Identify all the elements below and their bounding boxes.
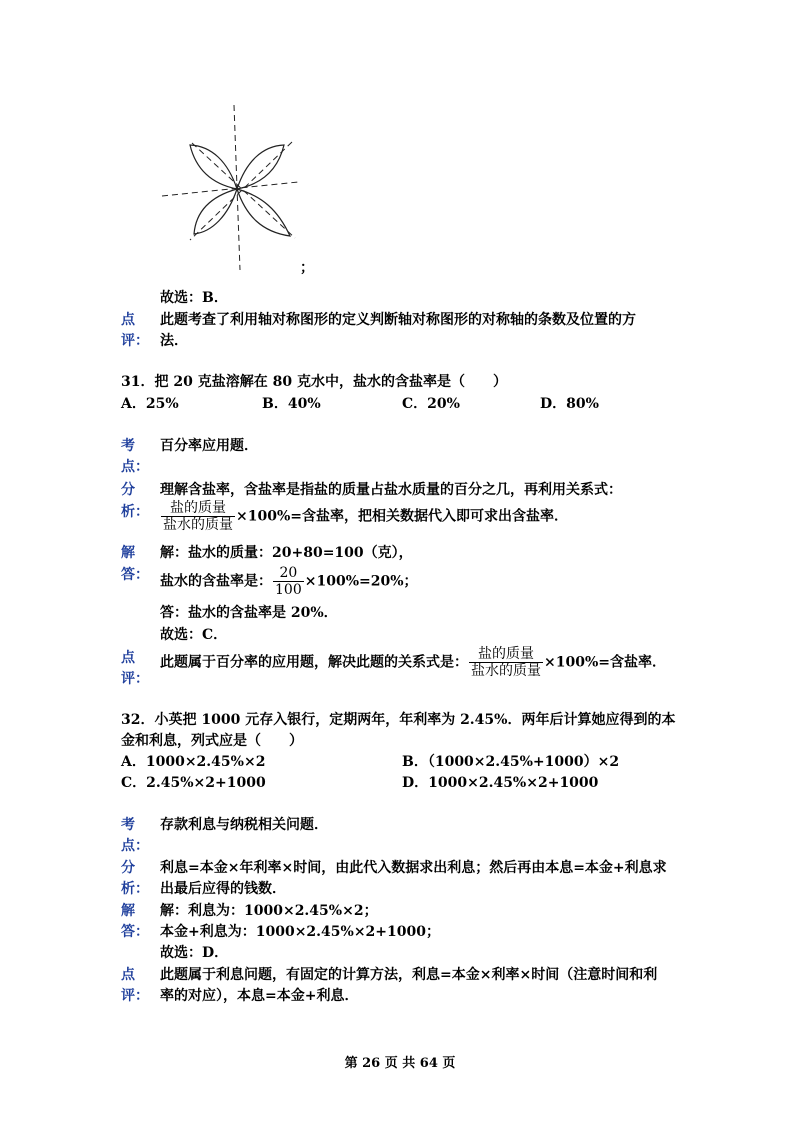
axis-diagonal-2 bbox=[190, 142, 292, 240]
q32-option-b: B．（1000×2.45%+1000）×2 bbox=[402, 754, 620, 770]
q31-jieda-label-2: 答： bbox=[121, 567, 149, 583]
q30-comment-label-2: 评： bbox=[121, 333, 149, 349]
q31-option-a: A．25% bbox=[121, 396, 179, 412]
q31-option-b: B．40% bbox=[262, 396, 321, 412]
fraction-numerator: 盐的质量 bbox=[469, 646, 543, 663]
q30-comment-line2: 法． bbox=[160, 333, 188, 349]
petal-top-right bbox=[237, 145, 284, 189]
q31-fenxi-line2 bbox=[160, 500, 568, 533]
q32-jieda-line1: 解：利息为：1000×2.45%×2； bbox=[160, 903, 378, 919]
q32-stem-line1: 32．小英把 1000 元存入银行，定期两年，年利率为 2.45%．两年后计算她应得到的本 bbox=[121, 712, 676, 728]
fraction-denominator: 盐水的质量 bbox=[163, 517, 233, 533]
q31-jieda-line2-post: ×100%=20%； bbox=[304, 573, 418, 590]
q32-option-d: D．1000×2.45%×2+1000 bbox=[402, 775, 599, 791]
q31-jieda-line2 bbox=[160, 565, 418, 598]
q32-dianping-label-1: 点 bbox=[121, 967, 135, 983]
q32-dianping-label-2: 评： bbox=[121, 988, 149, 1004]
fraction-salt-over-brine bbox=[161, 500, 235, 533]
q32-kaodian-label-1: 考 bbox=[121, 817, 135, 833]
petal-bottom-right bbox=[237, 189, 290, 236]
symmetry-figure bbox=[150, 100, 310, 280]
q32-jieda-line3: 故选：D． bbox=[160, 945, 229, 961]
q31-fenxi-label-2: 析： bbox=[121, 504, 149, 520]
q31-kaodian: 百分率应用题． bbox=[160, 438, 258, 454]
petal-bottom-left bbox=[194, 189, 237, 234]
q30-comment-label-1: 点 bbox=[121, 312, 135, 328]
q32-jieda-label-1: 解 bbox=[121, 903, 135, 919]
q31-dianping-pre: 此题属于百分率的应用题，解决此题的关系式是： bbox=[160, 654, 468, 671]
q31-fenxi-line2-rest: ×100%=含盐率，把相关数据代入即可求出含盐率． bbox=[236, 508, 568, 525]
q32-stem-line2: 金和利息，列式应是（ ） bbox=[121, 733, 303, 749]
fraction-20-over-100 bbox=[273, 565, 304, 598]
q31-dianping-label-2: 评： bbox=[121, 671, 149, 687]
q32-jieda-label-2: 答： bbox=[121, 924, 149, 940]
q31-jieda-line3: 答：盐水的含盐率是 20%． bbox=[160, 605, 338, 621]
q31-dianping bbox=[160, 646, 666, 679]
q31-jieda-line4: 故选：C． bbox=[160, 627, 228, 643]
q32-option-a: A．1000×2.45%×2 bbox=[121, 754, 266, 770]
q31-option-d: D．80% bbox=[540, 396, 599, 412]
q30-comment-line1: 此题考查了利用轴对称图形的定义判断轴对称图形的对称轴的条数及位置的方 bbox=[160, 312, 636, 328]
q32-fenxi-line1: 利息=本金×年利率×时间，由此代入数据求出利息；然后再由本息=本金+利息求 bbox=[160, 860, 667, 876]
petal-top-left bbox=[190, 145, 237, 189]
q31-stem: 31．把 20 克盐溶解在 80 克水中，盐水的含盐率是（ ） bbox=[121, 374, 507, 390]
q32-dianping-line2: 率的对应），本息=本金+利息． bbox=[160, 988, 359, 1004]
q32-fenxi-label-2: 析： bbox=[121, 881, 149, 897]
q30-answer: 故选：B． bbox=[160, 290, 228, 306]
page-footer: 第 26 页 共 64 页 bbox=[344, 1056, 456, 1071]
fraction-salt-over-brine bbox=[469, 646, 543, 679]
fraction-denominator: 100 bbox=[275, 582, 302, 598]
q31-fenxi-label-1: 分 bbox=[121, 482, 135, 498]
q31-jieda-label-1: 解 bbox=[121, 545, 135, 561]
q32-dianping-line1: 此题属于利息问题，有固定的计算方法，利息=本金×利率×时间（注意时间和利 bbox=[160, 967, 658, 983]
q31-kaodian-label-2: 点： bbox=[121, 459, 149, 475]
fraction-denominator: 盐水的质量 bbox=[471, 663, 541, 679]
axis-horizontal bbox=[162, 182, 298, 196]
q31-dianping-post: ×100%=含盐率． bbox=[544, 654, 666, 671]
q31-jieda-line2-pre: 盐水的含盐率是： bbox=[160, 573, 272, 590]
q32-option-c: C．2.45%×2+1000 bbox=[121, 775, 266, 791]
fraction-numerator: 盐的质量 bbox=[161, 500, 235, 517]
q32-jieda-line2: 本金+利息为：1000×2.45%×2+1000； bbox=[160, 924, 440, 940]
q31-fenxi-line1: 理解含盐率，含盐率是指盐的质量占盐水质量的百分之几，再利用关系式： bbox=[160, 482, 622, 498]
q31-option-c: C．20% bbox=[402, 396, 460, 412]
q31-dianping-label-1: 点 bbox=[121, 650, 135, 666]
fraction-numerator: 20 bbox=[273, 565, 304, 582]
q32-fenxi-label-1: 分 bbox=[121, 860, 135, 876]
figure-semicolon: ； bbox=[300, 260, 314, 276]
q32-kaodian: 存款利息与纳税相关问题． bbox=[160, 817, 328, 833]
q32-fenxi-line2: 出最后应得的钱数． bbox=[160, 881, 286, 897]
q31-jieda-line1: 解：盐水的质量：20+80=100（克）， bbox=[160, 545, 413, 561]
q31-kaodian-label-1: 考 bbox=[121, 438, 135, 454]
q32-kaodian-label-2: 点： bbox=[121, 838, 149, 854]
